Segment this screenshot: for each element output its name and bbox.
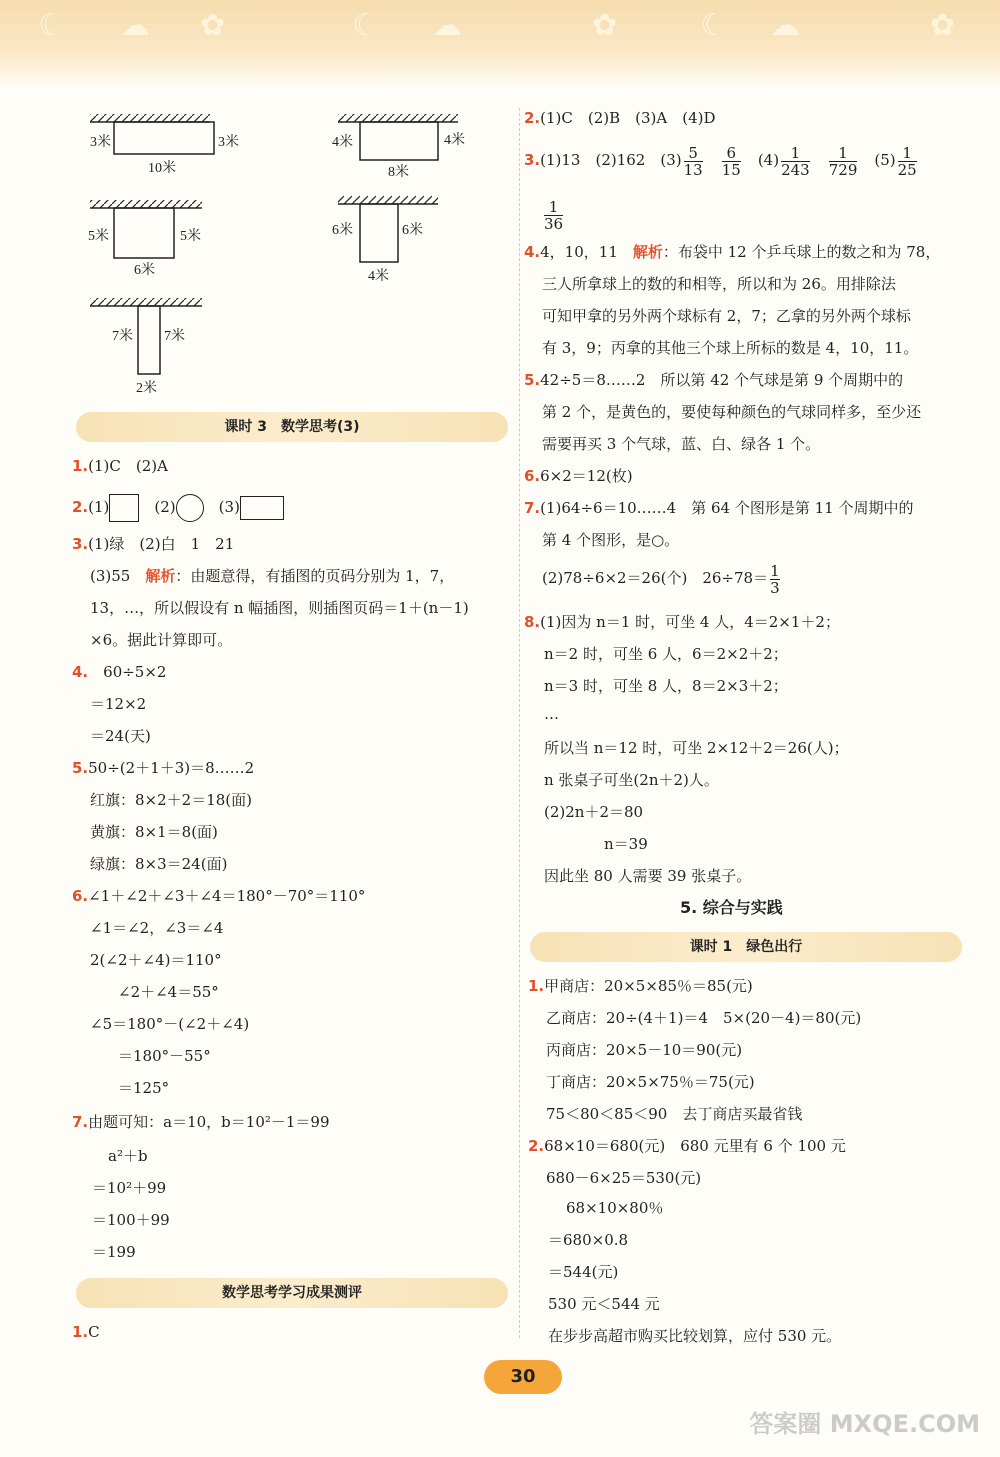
right-q4-line1 <box>524 242 940 262</box>
left-q6-line3: 2(∠2＋∠4)＝110° <box>90 951 222 969</box>
right2-q2-line4: ＝680×0.8 <box>548 1231 629 1249</box>
right2-q1-line4: 丁商店：20×5×75％＝75(元) <box>546 1073 755 1091</box>
denominator: 3 <box>770 578 780 597</box>
right2-q1-line2: 乙商店：20÷(4＋1)＝4 5×(20－4)＝80(元) <box>546 1009 862 1027</box>
question-number: 1. <box>528 977 545 995</box>
diagram-5-left: 7米 <box>112 329 133 344</box>
question-number: 5. <box>72 759 89 777</box>
fraction <box>781 145 810 178</box>
fraction <box>770 563 780 596</box>
right-q8-line5: 所以当 n＝12 时，可坐 2×12＋2＝26(人)； <box>544 739 849 757</box>
watermark: 答案圈 MXQE.COM <box>749 1410 980 1438</box>
left-q7-line5: ＝199 <box>92 1243 136 1261</box>
right-q8-line8: n＝39 <box>604 835 648 853</box>
analysis-label: 解析 <box>145 567 176 585</box>
right-q7-line1 <box>524 498 913 518</box>
chapter-title: 5. 综合与实践 <box>680 898 783 917</box>
diagram-5-right: 7米 <box>164 329 185 344</box>
answer-text: (1)C (2)A <box>88 457 168 475</box>
cloud-icon: ☁ <box>432 8 462 43</box>
answer-text: ：布袋中 12 个乒乓球上的数之和为 78， <box>662 243 941 261</box>
right2-q1-line5: 75＜80＜85＜90 去丁商店买最省钱 <box>546 1105 803 1123</box>
answer-text: (5) <box>874 151 896 169</box>
numerator: 1 <box>838 143 848 162</box>
left-q6-line7: ＝125° <box>118 1079 170 1097</box>
question-number: 2. <box>528 1137 545 1155</box>
denominator: 243 <box>781 160 810 179</box>
right-q8-line4: … <box>544 705 559 723</box>
answer-text: (3) <box>218 498 240 516</box>
diagram-2-left: 4米 <box>332 135 353 150</box>
left-q6-line4: ∠2＋∠4＝55° <box>118 983 219 1001</box>
fraction <box>684 145 703 178</box>
right-q7-line3 <box>542 560 782 596</box>
diagram-4-bottom: 4米 <box>368 269 389 284</box>
denominator: 25 <box>897 160 917 179</box>
left-q3-line3: 13，…，所以假设有 n 幅插图，则插图页码＝1＋(n－1) <box>90 599 469 617</box>
section-title-lesson3: 课时 3 数学思考(3) <box>76 412 508 442</box>
diagram-5 <box>90 298 202 374</box>
right2-q2-line6: 530 元＜544 元 <box>548 1295 660 1313</box>
answer-text: 50÷(2＋1＋3)＝8……2 <box>88 759 255 777</box>
answer-text: (4) <box>757 151 780 169</box>
right-q6 <box>524 466 633 486</box>
diagram-1-left: 3米 <box>90 135 111 150</box>
cloud-icon: ☁ <box>770 8 800 43</box>
moon-icon: ☾ <box>700 8 727 43</box>
right-q8-line2: n＝2 时，可坐 6 人，6＝2×2＋2； <box>544 645 788 663</box>
diagram-2-right: 4米 <box>444 133 465 148</box>
left-q5-line4: 绿旗：8×3＝24(面) <box>90 855 228 873</box>
question-number: 1. <box>72 457 89 475</box>
denominator: 729 <box>828 160 858 179</box>
right-q3 <box>524 142 919 178</box>
right2-q2-line3: 68×10×80％ <box>566 1199 664 1217</box>
answer-text: (1)绿 (2)白 1 21 <box>88 535 235 553</box>
right-q4-line4: 有 3，9；丙拿的其他三个球上所标的数是 4，10，11。 <box>542 339 919 357</box>
circle-shape <box>176 494 204 522</box>
fraction <box>722 145 741 178</box>
section-title-lesson1: 课时 1 绿色出行 <box>530 932 962 962</box>
denominator: 13 <box>683 160 703 179</box>
right-q5-line2: 第 2 个，是黄色的，要使每种颜色的气球同样多，至少还 <box>542 403 922 421</box>
answer-text: 68×10＝680(元) 680 元里有 6 个 100 元 <box>544 1137 846 1155</box>
right2-q2-line2: 680－6×25＝530(元) <box>546 1169 702 1187</box>
left-q4-line2: ＝12×2 <box>90 695 147 713</box>
diagram-1-bottom: 10米 <box>148 161 176 176</box>
answer-text: 甲商店：20×5×85％＝85(元) <box>544 977 753 995</box>
right2-q2-line1 <box>528 1136 846 1156</box>
answer-text: C <box>88 1323 100 1341</box>
answer-text: 4，10，11 <box>540 243 633 261</box>
right-q3-cont <box>542 196 565 232</box>
question-number: 7. <box>72 1113 89 1131</box>
numerator: 5 <box>688 143 698 162</box>
right-q5-line1 <box>524 370 903 390</box>
left-q3-line1 <box>72 534 234 554</box>
numerator: 1 <box>790 143 801 162</box>
moon-icon: ☾ <box>38 8 65 43</box>
answer-text: (2) <box>154 498 176 516</box>
denominator: 36 <box>544 214 564 233</box>
question-number: 2. <box>72 498 89 516</box>
diagram-3-left: 5米 <box>88 229 109 244</box>
right2-q1-line1 <box>528 976 753 996</box>
answer-text: 6×2＝12(枚) <box>540 467 633 485</box>
left-q6-line2: ∠1＝∠2，∠3＝∠4 <box>90 919 224 937</box>
diagram-4-right: 6米 <box>402 223 423 238</box>
right2-q1-line3: 丙商店：20×5－10＝90(元) <box>546 1041 743 1059</box>
right-q5-line3: 需要再买 3 个气球，蓝、白、绿各 1 个。 <box>542 435 821 453</box>
rectangle-diagrams <box>80 100 500 400</box>
diagram-1-right: 3米 <box>218 135 239 150</box>
right-q8-line1 <box>524 612 840 632</box>
fraction <box>544 199 563 232</box>
square-shape <box>109 494 139 522</box>
answer-text: 42÷5＝8……2 所以第 42 个气球是第 9 个周期中的 <box>540 371 904 389</box>
question-number: 6. <box>72 887 89 905</box>
right-q2 <box>524 108 716 128</box>
answer-text: ：由题意得，有插图的页码分别为 1，7， <box>175 567 455 585</box>
diagram-3-right: 5米 <box>180 229 201 244</box>
answer-text: ∠1＋∠2＋∠3＋∠4＝180°－70°＝110° <box>88 887 366 905</box>
left-q5-line3: 黄旗：8×1＝8(面) <box>90 823 218 841</box>
question-number: 3. <box>524 151 541 169</box>
left-assessment-q1 <box>72 1322 100 1342</box>
question-number: 8. <box>524 613 541 631</box>
right-q8-line3: n＝3 时，可坐 8 人，8＝2×3＋2； <box>544 677 788 695</box>
question-number: 2. <box>524 109 541 127</box>
diagram-2-bottom: 8米 <box>388 165 409 180</box>
denominator: 15 <box>721 160 741 179</box>
left-q7-line2: a²＋b <box>108 1147 148 1165</box>
right-q4-line2: 三人所拿球上的数的和相等，所以和为 26。用排除法 <box>542 275 896 293</box>
numerator: 1 <box>770 561 780 580</box>
right-q8-line9: 因此坐 80 人需要 39 张桌子。 <box>544 867 752 885</box>
diagram-2 <box>338 114 458 160</box>
left-q4-line3: ＝24(天) <box>90 727 151 745</box>
diagram-5-bottom: 2米 <box>136 381 157 396</box>
left-q2 <box>72 494 284 522</box>
flower-icon: ✿ <box>592 8 618 43</box>
answer-text: (3)55 <box>90 567 146 585</box>
question-number: 1. <box>72 1323 89 1341</box>
right-q8-line7: (2)2n＋2＝80 <box>544 803 644 821</box>
right-q7-line2: 第 4 个图形，是○。 <box>542 531 680 549</box>
header-band <box>0 0 1000 88</box>
numerator: 1 <box>902 143 912 162</box>
flower-icon: ✿ <box>930 8 956 43</box>
left-q6-line5: ∠5＝180°－(∠2＋∠4) <box>90 1015 250 1033</box>
left-q3-line4: ×6。据此计算即可。 <box>90 631 233 649</box>
fraction <box>898 145 917 178</box>
right2-q2-line5: ＝544(元) <box>548 1263 619 1281</box>
left-q7-line1 <box>72 1112 330 1132</box>
answer-text: 60÷5×2 <box>103 663 167 681</box>
question-number: 7. <box>524 499 541 517</box>
diagram-4 <box>338 196 438 262</box>
analysis-label: 解析 <box>632 243 663 261</box>
left-q4-line1 <box>72 662 166 682</box>
question-number: 4. <box>524 243 541 261</box>
left-q6-line6: ＝180°－55° <box>118 1047 211 1065</box>
rectangle-shape <box>240 496 284 520</box>
answer-text: (1)13 (2)162 (3) <box>540 151 682 169</box>
moon-icon: ☾ <box>352 8 379 43</box>
diagram-3-bottom: 6米 <box>134 263 155 278</box>
column-divider <box>519 108 520 1338</box>
left-q5-line1 <box>72 758 254 778</box>
numerator: 6 <box>726 143 737 162</box>
left-q6-line1 <box>72 886 365 906</box>
right-q4-line3: 可知甲拿的另外两个球标有 2，7；乙拿的另外两个球标 <box>542 307 911 325</box>
answer-text: (1)64÷6＝10……4 第 64 个图形是第 11 个周期中的 <box>540 499 914 517</box>
question-number: 5. <box>524 371 541 389</box>
left-q5-line2: 红旗：8×2＋2＝18(面) <box>90 791 252 809</box>
answer-text: (1)因为 n＝1 时，可坐 4 人，4＝2×1＋2； <box>540 613 840 631</box>
flower-icon: ✿ <box>200 8 226 43</box>
answer-text: (2)78÷6×2＝26(个) 26÷78＝ <box>542 569 769 587</box>
answer-text: (1) <box>88 498 110 516</box>
fraction <box>829 145 858 178</box>
left-q1 <box>72 456 168 476</box>
answer-text: 由题可知：a＝10，b＝10²－1＝99 <box>88 1113 330 1131</box>
numerator: 1 <box>548 197 559 216</box>
left-q7-line3: ＝10²＋99 <box>92 1179 167 1197</box>
right2-q2-line7: 在步步高超市购买比较划算，应付 530 元。 <box>548 1327 842 1345</box>
right-q8-line6: n 张桌子可坐(2n＋2)人。 <box>544 771 719 789</box>
question-number: 3. <box>72 535 89 553</box>
page-number: 30 <box>484 1360 562 1394</box>
cloud-icon: ☁ <box>120 8 150 43</box>
left-q3-line2 <box>90 566 454 586</box>
section-title-assessment: 数学思考学习成果测评 <box>76 1278 508 1308</box>
diagram-4-left: 6米 <box>332 223 353 238</box>
answer-text: (1)C (2)B (3)A (4)D <box>540 109 716 127</box>
question-number: 4. <box>72 663 89 681</box>
left-q7-line4: ＝100＋99 <box>92 1211 170 1229</box>
question-number: 6. <box>524 467 541 485</box>
